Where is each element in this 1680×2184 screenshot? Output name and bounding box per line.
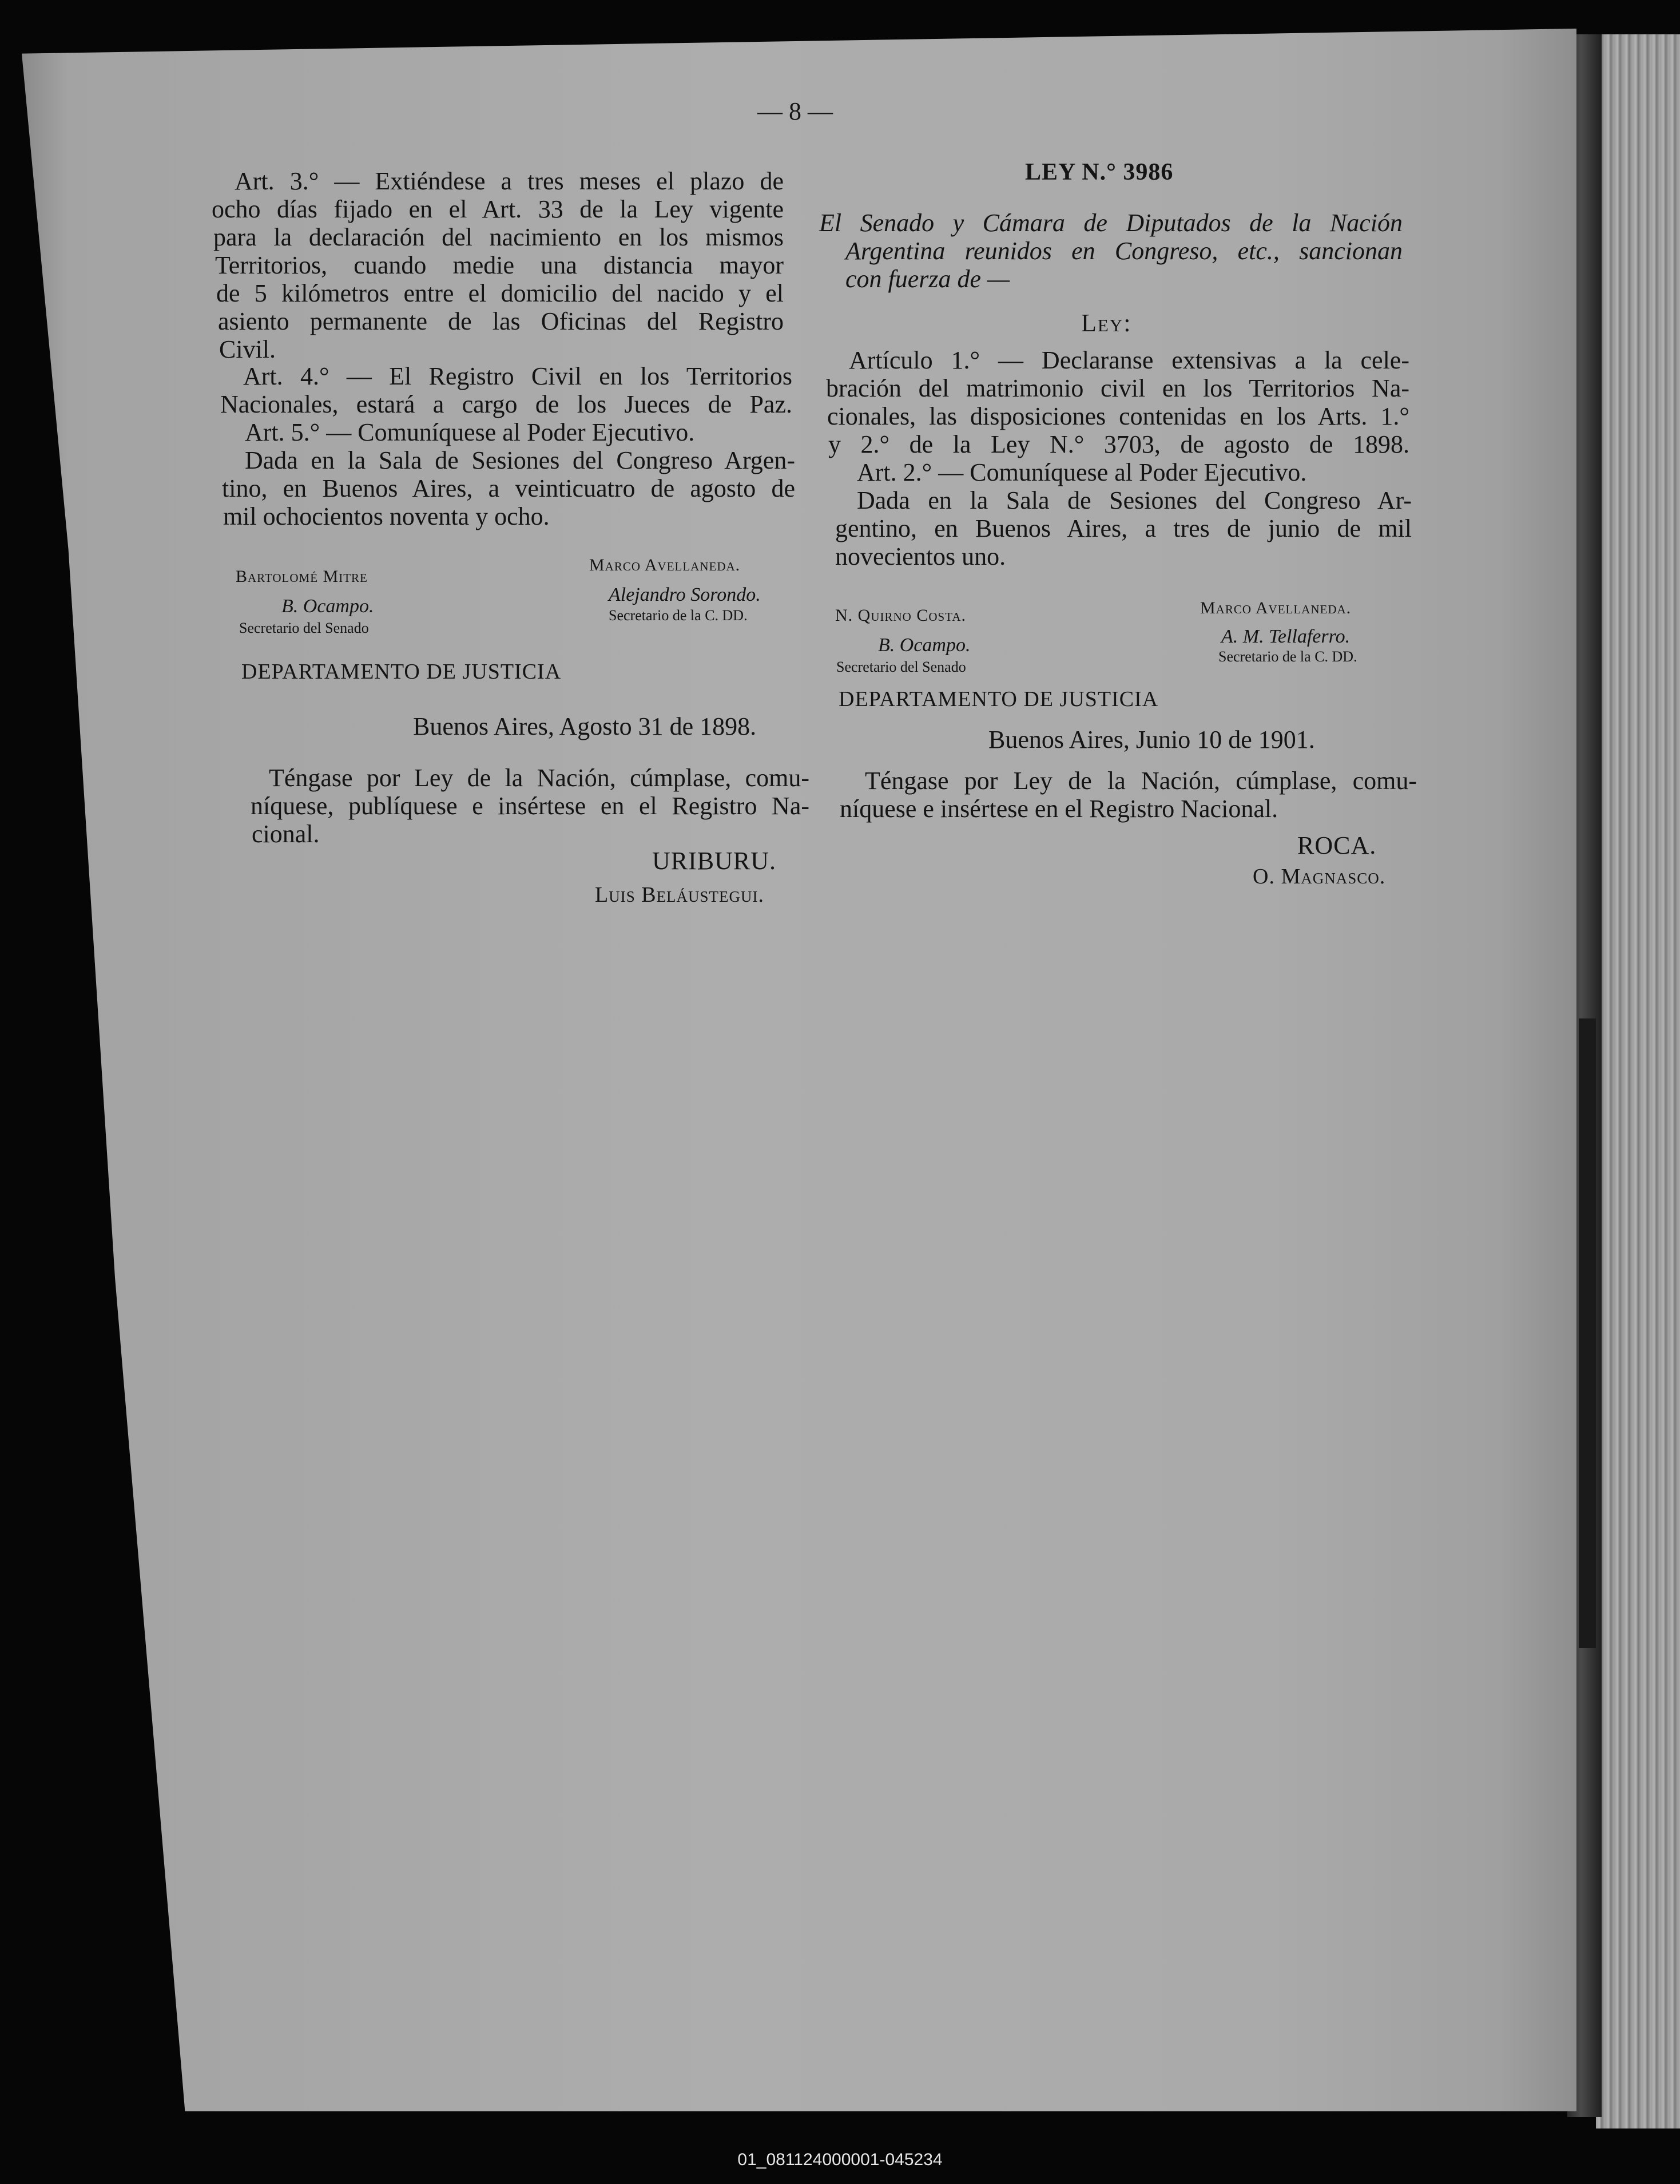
book-page-edges	[1596, 34, 1680, 2128]
right-signature-secretary-chamber: A. M. Tellaferro.	[1221, 626, 1351, 647]
left-decree-line: cional.	[252, 820, 320, 848]
left-decree-line: níquese, publíquese e insértese en el Registro Na-	[251, 792, 809, 820]
scan-identifier: 01_081124000001-045234	[737, 2150, 943, 2169]
right-art1-line: cionales, las disposiciones contenidas en los Arts. 1.°	[827, 402, 1409, 430]
left-art3-line: asiento permanente de las Oficinas del Registro	[218, 307, 784, 335]
left-signature-secretary-chamber: Alejandro Sorondo.	[609, 584, 761, 605]
left-date: Buenos Aires, Agosto 31 de 1898.	[413, 712, 757, 740]
left-art3-line: Art. 3.° — Extiéndese a tres meses el plazo de	[235, 167, 784, 195]
left-art4-line: Art. 4.° — El Registro Civil en los Territorios	[243, 362, 792, 390]
left-art3-line: para la declaración del nacimiento en los mismos	[213, 223, 784, 251]
left-dada-line: Dada en la Sala de Sesiones del Congreso Argen-	[245, 446, 795, 474]
right-dada-line: Dada en la Sala de Sesiones del Congreso Ar-	[857, 486, 1412, 514]
right-department: DEPARTAMENTO DE JUSTICIA	[839, 687, 1159, 711]
right-decree-line: níquese e insértese en el Registro Nacional.	[840, 795, 1278, 823]
left-signature-role-chamber: Secretario de la C. DD.	[609, 607, 748, 624]
left-art3-line: Territorios, cuando medie una distancia mayor	[215, 251, 784, 279]
left-dada-line: mil ochocientos noventa y ocho.	[223, 502, 550, 530]
right-preamble-line: El Senado y Cámara de Diputados de la Nación	[819, 209, 1403, 237]
right-dada-line: gentino, en Buenos Aires, a tres de junio de mil	[835, 514, 1412, 542]
left-art3-line: de 5 kilómetros entre el domicilio del nacido y el	[216, 279, 784, 307]
left-art4-line: Nacionales, estará a cargo de los Jueces de Paz.	[220, 390, 792, 418]
right-art1-line: y 2.° de la Ley N.° 3703, de agosto de 1898.	[828, 430, 1409, 458]
left-art3-line: ocho días fijado en el Art. 33 de la Ley vigente	[212, 195, 784, 223]
left-art3-line: Civil.	[219, 335, 276, 363]
right-signer-minister: O. Magnasco.	[1253, 865, 1386, 889]
left-dada-line: tino, en Buenos Aires, a veinticuatro de agosto de	[222, 474, 795, 502]
right-signer-president: ROCA.	[1297, 831, 1377, 859]
left-signer-minister: Luis Beláustegui.	[595, 883, 765, 907]
left-signature-president-chamber: Marco Avellaneda.	[589, 556, 741, 574]
left-department: DEPARTAMENTO DE JUSTICIA	[241, 660, 562, 684]
left-decree-line: Téngase por Ley de la Nación, cúmplase, comu-	[269, 764, 809, 792]
right-signature-role-senate: Secretario del Senado	[836, 659, 966, 675]
page-number: — 8 —	[757, 97, 833, 125]
right-art1-line: bración del matrimonio civil en los Territorios Na-	[826, 374, 1409, 402]
right-preamble-line: Argentina reunidos en Congreso, etc., sancionan	[845, 237, 1403, 265]
right-art2: Art. 2.° — Comuníquese al Poder Ejecutivo.	[857, 458, 1307, 486]
right-art1-line: Artículo 1.° — Declaranse extensivas a la cele-	[849, 346, 1409, 374]
right-signature-president-senate: N. Quirno Costa.	[835, 606, 966, 625]
right-date: Buenos Aires, Junio 10 de 1901.	[988, 726, 1315, 754]
right-law-title: LEY N.° 3986	[1025, 159, 1174, 185]
right-signature-role-chamber: Secretario de la C. DD.	[1218, 648, 1357, 665]
left-signature-president-senate: Bartolomé Mitre	[236, 567, 368, 586]
spine-shadow	[1579, 1018, 1596, 1648]
right-ley-heading: Ley:	[1081, 309, 1132, 337]
right-preamble-line: con fuerza de —	[845, 265, 1010, 293]
left-art5: Art. 5.° — Comuníquese al Poder Ejecutivo.	[245, 418, 695, 446]
left-signer-president: URIBURU.	[652, 847, 777, 875]
left-signature-role-senate: Secretario del Senado	[239, 620, 369, 636]
right-dada-line: novecientos uno.	[835, 542, 1006, 570]
right-signature-secretary-senate: B. Ocampo.	[878, 635, 971, 656]
left-signature-secretary-senate: B. Ocampo.	[281, 596, 374, 617]
right-decree-line: Téngase por Ley de la Nación, cúmplase, comu-	[865, 767, 1417, 795]
right-signature-president-chamber: Marco Avellaneda.	[1200, 598, 1352, 617]
